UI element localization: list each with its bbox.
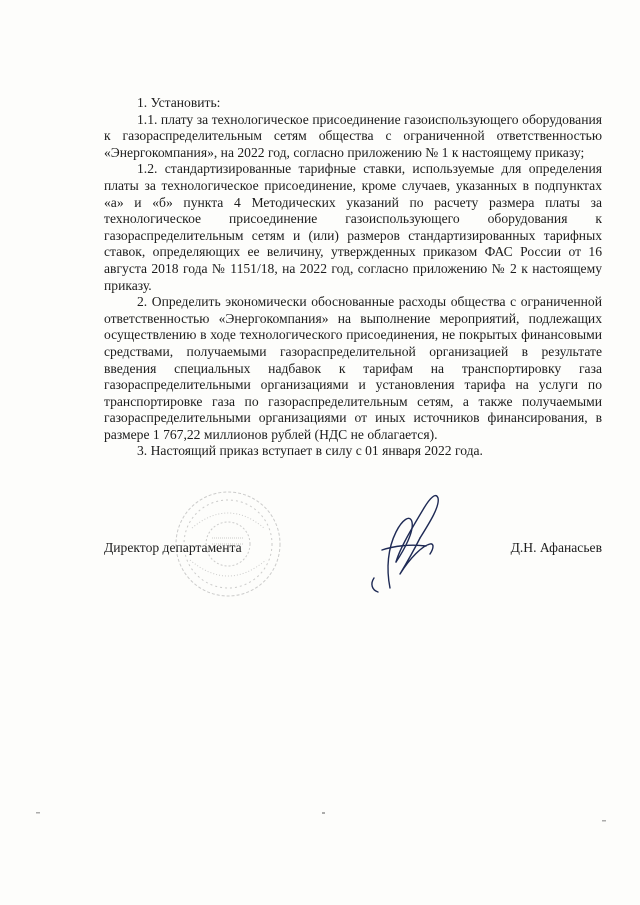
paragraph-2: 2. Определить экономически обоснованные расходы общества с ограниченной ответственностью «Энергокомпания» на выполнение мероприятий, подлежащих осуществлению в ходе технологического присоединения, не покрытых финансовыми средствами, получаемыми газораспределительной организацией в результате введения специальных надбавок к тарифам на транспортировку газа газораспределительными организациями и установления тарифа на услуги по транспортировке газа по газораспределительным сетям, а также получаемыми газораспределительными организациями от иных источников финансирования, в размере 1 767,22 миллионов рублей (НДС не облагается). <box>104 294 602 442</box>
signature-icon <box>360 488 456 596</box>
paragraph-1-1: 1.1. плату за технологическое присоединение газоиспользующего оборудования к газораспределительным сетям общества с ограниченной ответственностью «Энергокомпания», на 2022 год, согласно приложению № 1 к настоящему приказу; <box>104 111 602 160</box>
signatory-title: Директор департамента <box>104 540 242 555</box>
document-body <box>104 95 602 460</box>
paragraph-1-2: 1.2. стандартизированные тарифные ставки, используемые для определения платы за технологическое присоединение, кроме случаев, указанных в подпунктах «а» и «б» пункта 4 Методических указаний по расчету размера платы за технологическое присоединение газоиспользующего оборудования к газораспределительным сетям и (или) размеров стандартизированных тарифных ставок, определяющих ее величину, утвержденных приказом ФАС России от 16 августа 2018 года № 1151/18, на 2022 год, согласно приложению № 2 к настоящему приказу. <box>104 161 602 293</box>
paragraph-3: 3. Настоящий приказ вступает в силу с 01 января 2022 года. <box>137 443 483 459</box>
paragraph-establish: 1. Установить: <box>137 95 221 110</box>
signatory-name: Д.Н. Афанасьев <box>510 540 602 555</box>
